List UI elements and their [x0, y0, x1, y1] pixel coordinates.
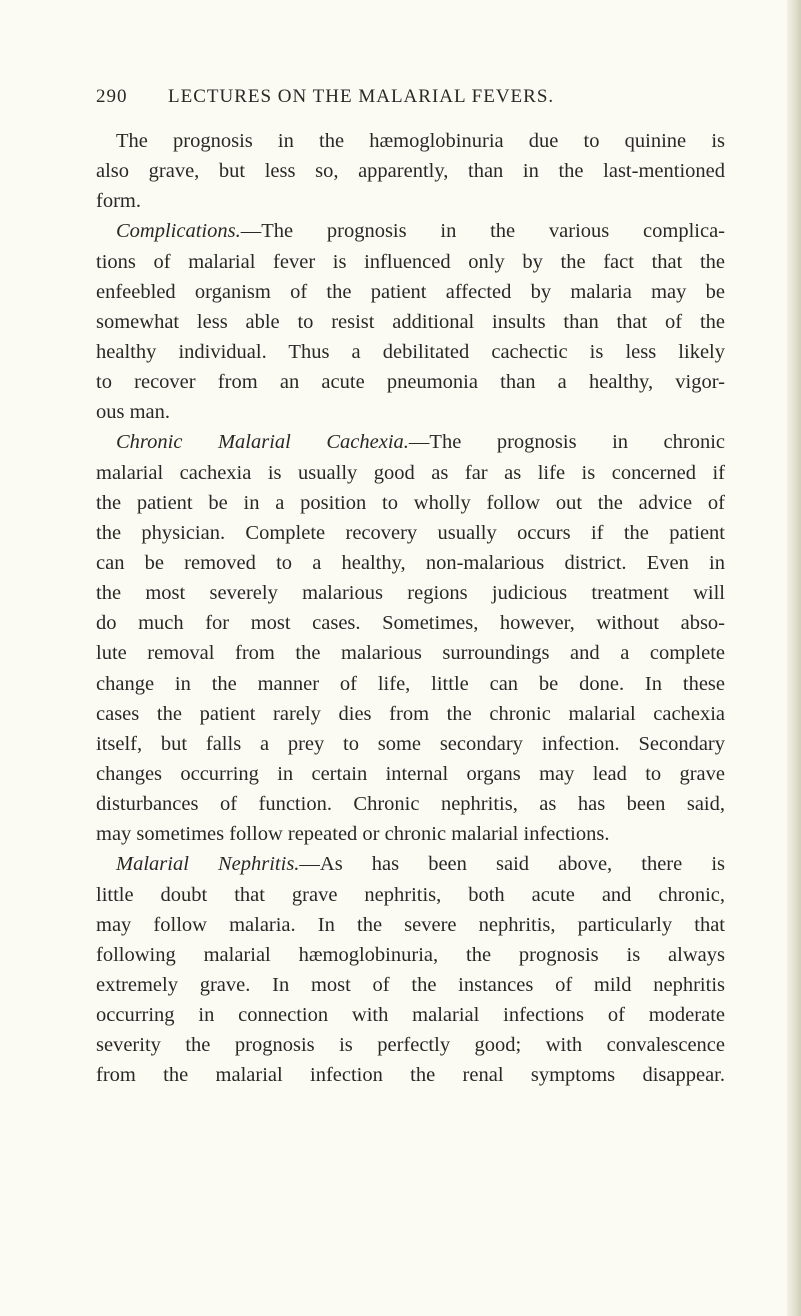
text-line: Complications.—The prognosis in the various complica- [116, 220, 725, 243]
section-heading-chronic-malarial-cachexia: Chronic Malarial Cachexia. [116, 431, 409, 454]
text-line: tions of malarial fever is influenced only by the fact that the [96, 250, 725, 273]
text-line: ous man. [96, 401, 171, 424]
text-line: changes occurring in certain internal organs may lead to grave [96, 762, 725, 785]
text-line: occurring in connection with malarial infections of moderate [96, 1004, 725, 1027]
text-line: somewhat less able to resist additional insults than that of the [96, 310, 725, 333]
text-line: form. [96, 190, 141, 213]
text-line: also grave, but less so, apparently, than in the last-mentioned [96, 160, 725, 183]
text-line: Chronic Malarial Cachexia.—The prognosis in chronic [116, 431, 725, 454]
text-line: malarial cachexia is usually good as far as life is concerned if [96, 461, 725, 484]
text-line: Malarial Nephritis.—As has been said above, there is [116, 853, 725, 876]
text-line: may sometimes follow repeated or chronic malarial infections. [96, 823, 610, 846]
text-line: enfeebled organism of the patient affected by malaria may be [96, 280, 725, 303]
text-line: the patient be in a position to wholly follow out the advice of [96, 491, 725, 514]
text-line: change in the manner of life, little can be done. In these [96, 672, 725, 695]
section-heading-malarial-nephritis: Malarial Nephritis. [116, 853, 300, 876]
text-line: the physician. Complete recovery usually occurs if the patient [96, 521, 725, 544]
text-line: to recover from an acute pneumonia than a healthy, vigor- [96, 371, 725, 394]
text-line: extremely grave. In most of the instances of mild nephritis [96, 973, 725, 996]
text-line: healthy individual. Thus a debilitated cachectic is less likely [96, 340, 725, 363]
text-line: severity the prognosis is perfectly good; with convalescence [96, 1034, 725, 1057]
page-number: 290 [96, 86, 128, 107]
section-heading-complications: Complications. [116, 220, 241, 243]
running-title: LECTURES ON THE MALARIAL FEVERS. [168, 86, 555, 107]
running-header [96, 86, 708, 108]
text-line: do much for most cases. Sometimes, however, without abso- [96, 612, 725, 635]
text-line: disturbances of function. Chronic nephritis, as has been said, [96, 793, 725, 816]
text-line: itself, but falls a prey to some secondary infection. Secondary [96, 732, 725, 755]
text-line: lute removal from the malarious surroundings and a complete [96, 642, 725, 665]
body-text [96, 126, 725, 1091]
text-line: from the malarial infection the renal symptoms disappear. [96, 1064, 725, 1087]
text-line: following malarial hæmoglobinuria, the prognosis is always [96, 943, 725, 966]
text-line: can be removed to a healthy, non-malarious district. Even in [96, 551, 725, 574]
text-line: the most severely malarious regions judicious treatment will [96, 582, 725, 605]
page-edge-shadow [787, 0, 801, 1316]
text-line: The prognosis in the hæmoglobinuria due to quinine is [116, 130, 725, 152]
text-line: may follow malaria. In the severe nephritis, particularly that [96, 913, 725, 936]
text-line: little doubt that grave nephritis, both acute and chronic, [96, 883, 725, 906]
text-line: cases the patient rarely dies from the chronic malarial cachexia [96, 702, 725, 725]
